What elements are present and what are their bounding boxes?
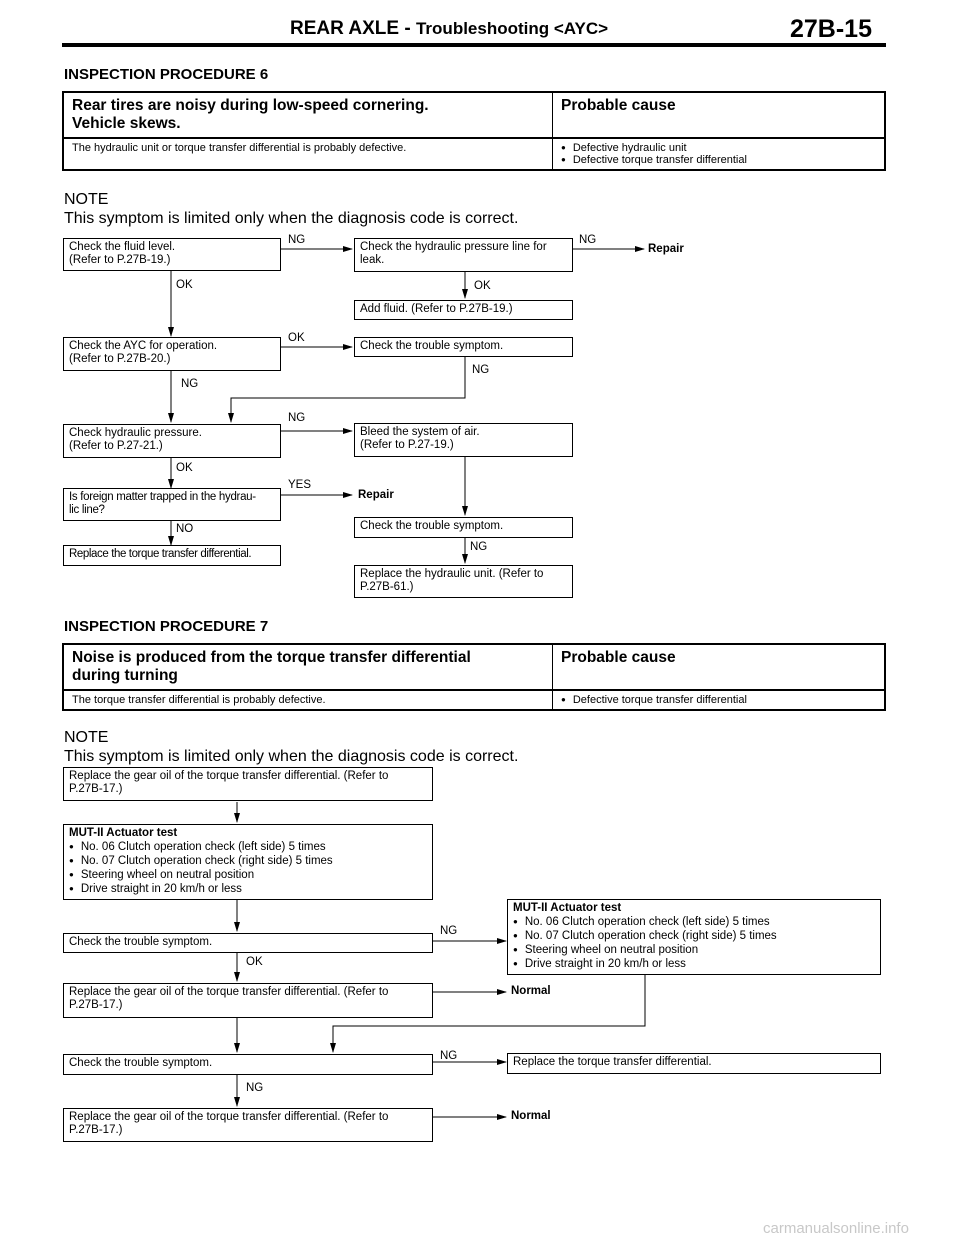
box-text: Replace the hydraulic unit. (Refer to	[360, 568, 544, 580]
proc7-note-text: This symptom is limited only when the diagnosis code is correct.	[64, 748, 519, 765]
label-yes: YES	[288, 479, 312, 491]
box-check-pressure-line	[354, 238, 573, 272]
proc6-title: INSPECTION PROCEDURE 6	[64, 66, 269, 83]
box-check-fluid	[63, 238, 281, 271]
box-check-symptom-4: Check the trouble symptom.	[63, 1054, 433, 1075]
label-ng: NG	[472, 364, 490, 376]
box-text: Check the AYC for operation.	[69, 340, 218, 352]
label-ok: OK	[176, 462, 193, 474]
label-ok: OK	[246, 956, 263, 968]
proc7-probable-cause-heading: Probable cause	[553, 644, 886, 690]
actuator-item: ● No. 07 Clutch operation check (right side) 5 times	[513, 929, 875, 943]
box-text: leak.	[360, 254, 385, 266]
box-actuator-test-1	[63, 824, 433, 900]
label-ng: NG	[440, 925, 458, 937]
box-text: (Refer to P.27-19.)	[360, 439, 454, 451]
proc7-title: INSPECTION PROCEDURE 7	[64, 618, 269, 635]
actuator-item: ● Drive straight in 20 km/h or less	[513, 957, 875, 971]
box-text: (Refer to P.27-21.)	[69, 440, 163, 452]
box-foreign-matter	[63, 488, 281, 521]
box-text: P.27B-17.)	[69, 999, 123, 1011]
actuator-title: MUT-II Actuator test	[513, 902, 622, 914]
proc6-note-title: NOTE	[64, 191, 109, 208]
box-replace-hydraulic-unit	[354, 565, 573, 598]
actuator-item: ● No. 07 Clutch operation check (right side) 5 times	[69, 854, 427, 868]
box-check-symptom-3: Check the trouble symptom.	[63, 933, 433, 953]
header-subsection: Troubleshooting <AYC>	[415, 19, 609, 38]
actuator-item: ● No. 06 Clutch operation check (left side) 5 times	[513, 915, 875, 929]
box-text: (Refer to P.27B-19.)	[69, 254, 171, 266]
box-text: P.27B-17.)	[69, 783, 123, 795]
proc6-cause: ● Defective torque transfer differential	[561, 154, 876, 166]
box-actuator-test-2	[507, 899, 881, 975]
proc7-symptom-line1: Noise is produced from the torque transfer differential	[72, 649, 471, 666]
proc6-description: The hydraulic unit or torque transfer differential is probably defective.	[63, 138, 553, 170]
proc7-note	[64, 728, 518, 766]
label-ok: OK	[474, 280, 491, 292]
box-text: P.27B-17.)	[69, 1124, 123, 1136]
label-normal-2: Normal	[511, 1110, 551, 1122]
box-text: lic line?	[69, 504, 105, 516]
box-replace-gear-oil-1	[63, 767, 433, 801]
watermark: carmanualsonline.info	[763, 1220, 909, 1237]
box-text: Bleed the system of air.	[360, 426, 480, 438]
proc6-symptom-line1: Rear tires are noisy during low-speed cornering.	[72, 97, 429, 114]
box-text: Check the hydraulic pressure line for	[360, 241, 547, 253]
box-replace-ttd: Replace the torque transfer differential.	[63, 545, 281, 566]
label-ng: NG	[470, 541, 488, 553]
proc6-symptom-line2: Vehicle skews.	[72, 115, 181, 132]
proc7-note-title: NOTE	[64, 729, 109, 746]
actuator-item: ● Steering wheel on neutral position	[69, 868, 427, 882]
header-separator: -	[399, 18, 416, 39]
proc6-cause: ● Defective hydraulic unit	[561, 142, 876, 154]
box-text: Is foreign matter trapped in the hydrau-	[69, 491, 256, 503]
actuator-item: ● Drive straight in 20 km/h or less	[69, 882, 427, 896]
box-check-symptom-1: Check the trouble symptom.	[354, 337, 573, 357]
header-section: REAR AXLE	[290, 18, 400, 39]
box-text: Check hydraulic pressure.	[69, 427, 202, 439]
box-check-ayc	[63, 337, 281, 371]
label-ok: OK	[176, 279, 193, 291]
label-no: NO	[176, 523, 194, 535]
label-repair-2: Repair	[358, 489, 394, 501]
actuator-item: ● Steering wheel on neutral position	[513, 943, 875, 957]
label-normal-1: Normal	[511, 985, 551, 997]
proc7-cause: ● Defective torque transfer differential	[561, 694, 876, 706]
proc7-symptom-line2: during turning	[72, 667, 178, 684]
proc7-symptom-heading	[63, 644, 553, 690]
box-replace-gear-oil-2	[63, 983, 433, 1018]
actuator-item: ● No. 06 Clutch operation check (left side) 5 times	[69, 840, 427, 854]
actuator-title: MUT-II Actuator test	[69, 827, 178, 839]
proc6-probable-cause-heading: Probable cause	[553, 92, 886, 138]
box-text: Check the fluid level.	[69, 241, 176, 253]
box-text: Replace the gear oil of the torque transfer differential. (Refer to	[69, 986, 389, 998]
label-ok: OK	[288, 332, 305, 344]
label-ng: NG	[246, 1082, 264, 1094]
box-replace-ttd-2: Replace the torque transfer differential.	[507, 1053, 881, 1074]
label-ng: NG	[288, 234, 306, 246]
box-text: Replace the gear oil of the torque transfer differential. (Refer to	[69, 1111, 389, 1123]
box-check-symptom-2: Check the trouble symptom.	[354, 517, 573, 538]
label-repair-1: Repair	[648, 243, 684, 255]
box-add-fluid: Add fluid. (Refer to P.27B-19.)	[354, 300, 573, 320]
box-check-hydraulic-pressure	[63, 424, 281, 458]
label-ng: NG	[579, 234, 597, 246]
label-ng: NG	[181, 378, 199, 390]
proc7-causes	[553, 690, 886, 710]
page-number: 27B-15	[790, 15, 872, 43]
box-bleed-air	[354, 423, 573, 457]
box-replace-gear-oil-3	[63, 1108, 433, 1142]
label-ng: NG	[288, 412, 306, 424]
box-text: P.27B-61.)	[360, 581, 414, 593]
proc7-description: The torque transfer differential is probably defective.	[63, 690, 553, 710]
box-text: Replace the gear oil of the torque transfer differential. (Refer to	[69, 770, 389, 782]
box-text: (Refer to P.27B-20.)	[69, 353, 171, 365]
proc7-symptom-table	[62, 643, 886, 711]
proc6-note-text: This symptom is limited only when the diagnosis code is correct.	[64, 210, 519, 227]
label-ng: NG	[440, 1050, 458, 1062]
